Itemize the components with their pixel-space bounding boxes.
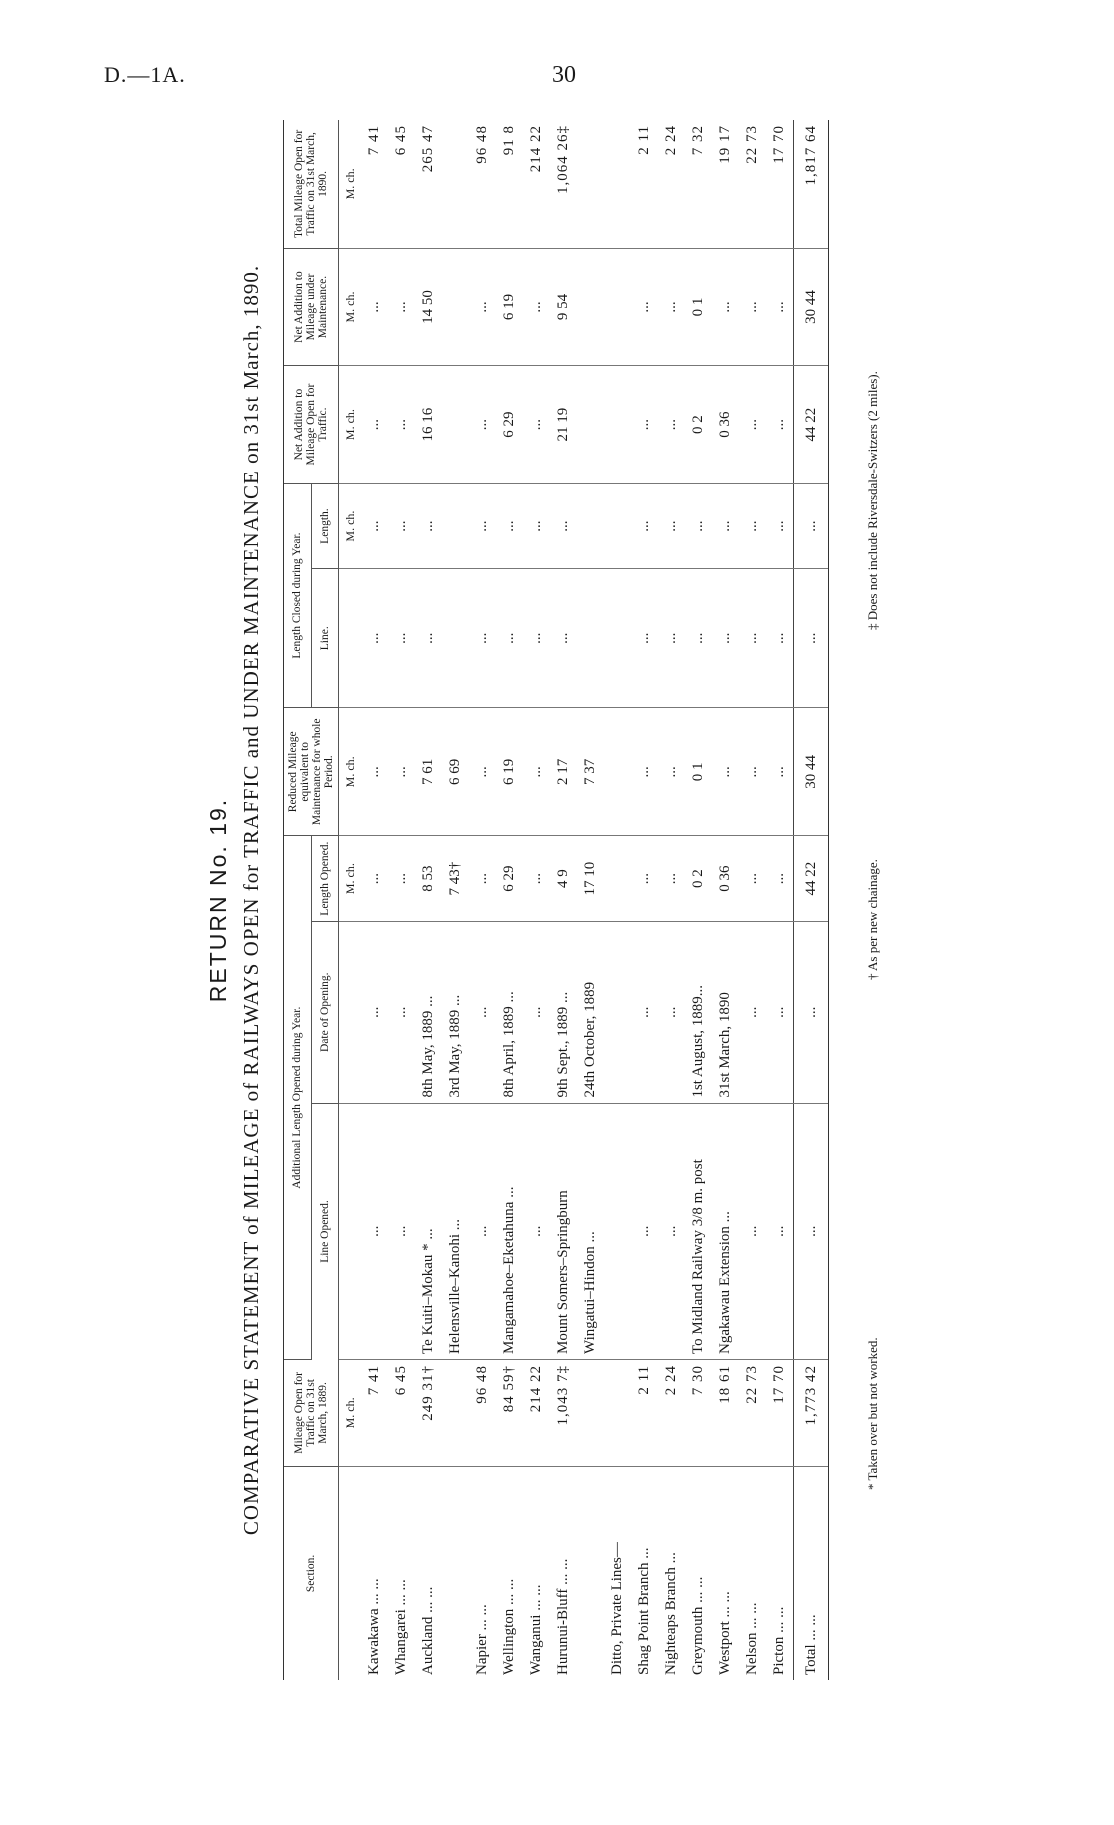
- cell-open: 84 59†: [496, 1359, 523, 1466]
- cell-section: Westport ... ...: [717, 1591, 733, 1675]
- units-cell: [339, 1103, 362, 1359]
- cell-section: Napier ... ...: [474, 1604, 490, 1675]
- cell-reduced: 0 1: [685, 708, 712, 836]
- cell-length: ...: [388, 836, 415, 921]
- table-row: [496, 120, 523, 1680]
- cell-reduced: ...: [658, 708, 685, 836]
- units-cell: [339, 569, 362, 708]
- cell-date: ...: [739, 921, 766, 1103]
- cell-line: ...: [658, 1103, 685, 1359]
- cell-line: ...: [766, 1103, 794, 1359]
- cell-length-total: 44 22: [794, 836, 829, 921]
- cell-date: ...: [469, 921, 496, 1103]
- cell-date: 24th October, 1889: [577, 921, 604, 1103]
- cell-net-maint: [577, 248, 604, 366]
- cell-section: Whangarei ... ...: [393, 1579, 409, 1675]
- cell-open: 7 30: [685, 1359, 712, 1466]
- header-closed-length: Length.: [311, 483, 339, 568]
- cell-open: 96 48: [469, 1359, 496, 1466]
- cell-closed-line: ...: [739, 569, 766, 708]
- cell-net-maint: ...: [361, 248, 388, 366]
- header-total-1890: Total Mileage Open for Traffic on 31st March, 1890.: [284, 120, 339, 248]
- cell-net-open: 0 2: [685, 366, 712, 484]
- cell-total: [577, 120, 604, 248]
- cell-length: ...: [739, 836, 766, 921]
- cell-section: Picton ... ...: [771, 1606, 787, 1675]
- table-row: [442, 120, 469, 1680]
- cell-line: Ngakawau Extension ...: [712, 1103, 739, 1359]
- header-line-opened: Line Opened.: [311, 1103, 339, 1359]
- cell-net-maint: ...: [712, 248, 739, 366]
- cell-line: ...: [631, 1103, 658, 1359]
- cell-length: 7 43†: [442, 836, 469, 921]
- table-row: [658, 120, 685, 1680]
- cell-section-total: Total ... ...: [794, 1466, 829, 1680]
- cell-line: ...: [469, 1103, 496, 1359]
- cell-reduced: 7 37: [577, 708, 604, 836]
- cell-open: 2 24: [658, 1359, 685, 1466]
- cell-net-maint: 6 19: [496, 248, 523, 366]
- cell-open: 17 70: [766, 1359, 794, 1466]
- cell-net-open: [577, 366, 604, 484]
- table-row: [766, 120, 794, 1680]
- units-row: [339, 120, 362, 1680]
- cell-length: ...: [523, 836, 550, 921]
- cell-section: Nighteaps Branch ...: [663, 1552, 679, 1675]
- cell-line: To Midland Railway 3/8 m. post: [685, 1103, 712, 1359]
- cell-date: 1st August, 1889...: [685, 921, 712, 1103]
- cell-length: ...: [469, 836, 496, 921]
- cell-section: [442, 1466, 469, 1680]
- cell-closed-line: [577, 569, 604, 708]
- cell-reduced: ...: [631, 708, 658, 836]
- cell-open: 7 41: [361, 1359, 388, 1466]
- cell-open: 6 45: [388, 1359, 415, 1466]
- cell-closed-line: ...: [415, 569, 442, 708]
- cell-section: Wanganui ... ...: [528, 1584, 544, 1675]
- cell-closed-length: ...: [415, 483, 442, 568]
- cell-open: [577, 1359, 604, 1466]
- units-cell: M. ch.: [339, 836, 362, 921]
- cell-date-total: ...: [794, 921, 829, 1103]
- header-reduced-mileage: Reduced Mileage equivalent to Maintenance for whole Period.: [284, 708, 339, 836]
- cell-reduced: ...: [469, 708, 496, 836]
- header-net-open: Net Addition to Mileage Open for Traffic.: [284, 366, 339, 484]
- cell-reduced: 6 19: [496, 708, 523, 836]
- header-length-opened: Length Opened.: [311, 836, 339, 921]
- cell-length: 4 9: [550, 836, 577, 921]
- table-row: [577, 120, 604, 1680]
- cell-line: ...: [361, 1103, 388, 1359]
- table-row: [550, 120, 577, 1680]
- cell-net-open: ...: [361, 366, 388, 484]
- cell-length: ...: [361, 836, 388, 921]
- cell-net-maint: 14 50: [415, 248, 442, 366]
- rotated-table-sheet: [205, 120, 925, 1680]
- cell-closed-line: ...: [712, 569, 739, 708]
- table-row: [712, 120, 739, 1680]
- cell-closed-line: ...: [469, 569, 496, 708]
- cell-reduced: 6 69: [442, 708, 469, 836]
- units-cell: [339, 1466, 362, 1680]
- cell-date: 8th April, 1889 ...: [496, 921, 523, 1103]
- cell-open: 214 22: [523, 1359, 550, 1466]
- cell-total: 6 45: [388, 120, 415, 248]
- cell-net-maint: ...: [766, 248, 794, 366]
- units-cell: [339, 921, 362, 1103]
- cell-total: 265 47: [415, 120, 442, 248]
- cell-open: 22 73: [739, 1359, 766, 1466]
- cell-reduced: ...: [361, 708, 388, 836]
- cell-date: 31st March, 1890: [712, 921, 739, 1103]
- cell-closed-length: ...: [685, 483, 712, 568]
- table-row: [685, 120, 712, 1680]
- cell-open: 18 61: [712, 1359, 739, 1466]
- cell-closed-line: ...: [496, 569, 523, 708]
- cell-reduced: [604, 708, 631, 836]
- table-row: [415, 120, 442, 1680]
- cell-net-open: 0 36: [712, 366, 739, 484]
- cell-section: Hurunui-Bluff ... ...: [555, 1558, 571, 1675]
- footnote-star: * Taken over but not worked.: [865, 1337, 880, 1490]
- cell-total: 96 48: [469, 120, 496, 248]
- cell-closed-length: ...: [766, 483, 794, 568]
- footnote-double-dagger: ‡ Does not include Riversdale-Switzers (2 miles).: [865, 371, 880, 630]
- cell-closed-line: ...: [523, 569, 550, 708]
- cell-net-maint: ...: [739, 248, 766, 366]
- cell-length: 17 10: [577, 836, 604, 921]
- cell-total: 22 73: [739, 120, 766, 248]
- table-row: [604, 120, 631, 1680]
- cell-closed-length: ...: [712, 483, 739, 568]
- table-row: [523, 120, 550, 1680]
- cell-date: ...: [631, 921, 658, 1103]
- units-cell: M. ch.: [339, 1359, 362, 1466]
- cell-closed-line-total: ...: [794, 569, 829, 708]
- cell-date: ...: [658, 921, 685, 1103]
- cell-net-maint-total: 30 44: [794, 248, 829, 366]
- cell-section: Shag Point Branch ...: [636, 1547, 652, 1675]
- cell-closed-length: ...: [550, 483, 577, 568]
- cell-net-open: ...: [388, 366, 415, 484]
- cell-total: [604, 120, 631, 248]
- cell-closed-length: ...: [631, 483, 658, 568]
- doc-reference: D.—1A.: [104, 62, 186, 87]
- cell-reduced: ...: [388, 708, 415, 836]
- cell-net-open: 21 19: [550, 366, 577, 484]
- table-row: [469, 120, 496, 1680]
- cell-open: 2 11: [631, 1359, 658, 1466]
- cell-net-open: 16 16: [415, 366, 442, 484]
- cell-open: 1,043 7‡: [550, 1359, 577, 1466]
- cell-closed-line: [604, 569, 631, 708]
- cell-net-open: ...: [739, 366, 766, 484]
- cell-reduced-total: 30 44: [794, 708, 829, 836]
- cell-total: 17 70: [766, 120, 794, 248]
- statement-title: COMPARATIVE STATEMENT of MILEAGE of RAILWAYS OPEN for TRAFFIC and UNDER MAINTENANCE on 31st March, 1890.: [239, 264, 263, 1536]
- return-title: RETURN No. 19.: [205, 797, 231, 1003]
- cell-net-open: [442, 366, 469, 484]
- cell-line: [604, 1103, 631, 1359]
- cell-open: 249 31†: [415, 1359, 442, 1466]
- cell-section: Greymouth ... ...: [690, 1576, 706, 1675]
- cell-date: ...: [766, 921, 794, 1103]
- cell-section: Nelson ... ...: [744, 1602, 760, 1675]
- cell-net-open: 6 29: [496, 366, 523, 484]
- page-number: 30: [552, 62, 576, 88]
- cell-date: 9th Sept., 1889 ...: [550, 921, 577, 1103]
- cell-section: Auckland ... ...: [420, 1586, 436, 1675]
- cell-closed-length-total: ...: [794, 483, 829, 568]
- cell-net-open: ...: [658, 366, 685, 484]
- units-cell: M. ch.: [339, 120, 362, 248]
- cell-reduced: ...: [739, 708, 766, 836]
- header-section: Section.: [284, 1466, 339, 1680]
- cell-closed-length: ...: [739, 483, 766, 568]
- cell-line: Mangamahoe–Eketahuna ...: [496, 1103, 523, 1359]
- cell-net-maint: ...: [631, 248, 658, 366]
- cell-closed-line: [442, 569, 469, 708]
- cell-closed-line: ...: [685, 569, 712, 708]
- cell-total: [442, 120, 469, 248]
- cell-closed-length: [442, 483, 469, 568]
- cell-length: 0 36: [712, 836, 739, 921]
- cell-section-heading: Ditto, Private Lines—: [609, 1542, 625, 1675]
- cell-open: [442, 1359, 469, 1466]
- table-row: [388, 120, 415, 1680]
- table-row: [361, 120, 388, 1680]
- cell-reduced: 2 17: [550, 708, 577, 836]
- cell-section: Wellington ... ...: [501, 1578, 517, 1675]
- table-row: [739, 120, 766, 1680]
- cell-total: 7 32: [685, 120, 712, 248]
- cell-closed-line: ...: [550, 569, 577, 708]
- cell-closed-length: [604, 483, 631, 568]
- units-cell: M. ch.: [339, 248, 362, 366]
- header-net-maint: Net Addition to Mileage under Maintenance.: [284, 248, 339, 366]
- cell-line: Wingatui–Hindon ...: [577, 1103, 604, 1359]
- header-mileage-open-1889: Mileage Open for Traffic on 31st March, 1889.: [284, 1359, 339, 1466]
- cell-net-maint: [442, 248, 469, 366]
- cell-date: ...: [361, 921, 388, 1103]
- cell-net-open-total: 44 22: [794, 366, 829, 484]
- mileage-table: [283, 120, 829, 1680]
- cell-closed-line: ...: [658, 569, 685, 708]
- table-row: [631, 120, 658, 1680]
- cell-closed-line: ...: [361, 569, 388, 708]
- cell-closed-length: ...: [496, 483, 523, 568]
- cell-reduced: ...: [712, 708, 739, 836]
- cell-length: ...: [658, 836, 685, 921]
- cell-total: 1,064 26‡: [550, 120, 577, 248]
- cell-date: [604, 921, 631, 1103]
- cell-date: 8th May, 1889 ...: [415, 921, 442, 1103]
- cell-line: Mount Somers–Springburn: [550, 1103, 577, 1359]
- cell-net-maint: 9 54: [550, 248, 577, 366]
- cell-net-open: [604, 366, 631, 484]
- cell-closed-length: ...: [388, 483, 415, 568]
- cell-closed-length: ...: [469, 483, 496, 568]
- cell-closed-line: ...: [631, 569, 658, 708]
- cell-net-maint: [604, 248, 631, 366]
- cell-date: ...: [523, 921, 550, 1103]
- cell-total: 2 24: [658, 120, 685, 248]
- cell-net-maint: ...: [388, 248, 415, 366]
- cell-open: [604, 1359, 631, 1466]
- cell-line-total: ...: [794, 1103, 829, 1359]
- cell-closed-length: ...: [658, 483, 685, 568]
- cell-net-open: ...: [469, 366, 496, 484]
- header-length-closed: Length Closed during Year.: [284, 483, 312, 707]
- cell-total: 91 8: [496, 120, 523, 248]
- cell-date: ...: [388, 921, 415, 1103]
- cell-reduced: ...: [523, 708, 550, 836]
- cell-closed-line: ...: [388, 569, 415, 708]
- footnote-dagger: † As per new chainage.: [865, 859, 880, 980]
- cell-section: [577, 1466, 604, 1680]
- cell-date: 3rd May, 1889 ...: [442, 921, 469, 1103]
- cell-length: ...: [766, 836, 794, 921]
- header-additional-length: Additional Length Opened during Year.: [284, 836, 312, 1360]
- cell-open-total: 1,773 42: [794, 1359, 829, 1466]
- cell-closed-length: ...: [361, 483, 388, 568]
- cell-length: 6 29: [496, 836, 523, 921]
- cell-reduced: 7 61: [415, 708, 442, 836]
- cell-reduced: ...: [766, 708, 794, 836]
- cell-length: 8 53: [415, 836, 442, 921]
- cell-net-open: ...: [631, 366, 658, 484]
- cell-closed-length: ...: [523, 483, 550, 568]
- cell-length: ...: [631, 836, 658, 921]
- cell-line: ...: [388, 1103, 415, 1359]
- cell-total: 19 17: [712, 120, 739, 248]
- cell-total: 2 11: [631, 120, 658, 248]
- header-closed-line: Line.: [311, 569, 339, 708]
- cell-length: 0 2: [685, 836, 712, 921]
- cell-net-maint: ...: [658, 248, 685, 366]
- total-row: [794, 120, 829, 1680]
- units-cell: M. ch.: [339, 366, 362, 484]
- cell-line: Te Kuiti–Mokau * ...: [415, 1103, 442, 1359]
- cell-total-total: 1,817 64: [794, 120, 829, 248]
- units-cell: M. ch.: [339, 708, 362, 836]
- cell-line: ...: [523, 1103, 550, 1359]
- cell-net-open: ...: [523, 366, 550, 484]
- cell-line: Helensville–Kanohi ...: [442, 1103, 469, 1359]
- cell-net-maint: ...: [523, 248, 550, 366]
- cell-section: Kawakawa ... ...: [366, 1578, 382, 1675]
- cell-closed-line: ...: [766, 569, 794, 708]
- cell-total: 214 22: [523, 120, 550, 248]
- cell-net-maint: ...: [469, 248, 496, 366]
- cell-length: [604, 836, 631, 921]
- header-date-opening: Date of Opening.: [311, 921, 339, 1103]
- cell-net-maint: 0 1: [685, 248, 712, 366]
- cell-total: 7 41: [361, 120, 388, 248]
- units-cell: M. ch.: [339, 483, 362, 568]
- cell-net-open: ...: [766, 366, 794, 484]
- cell-line: ...: [739, 1103, 766, 1359]
- cell-closed-length: [577, 483, 604, 568]
